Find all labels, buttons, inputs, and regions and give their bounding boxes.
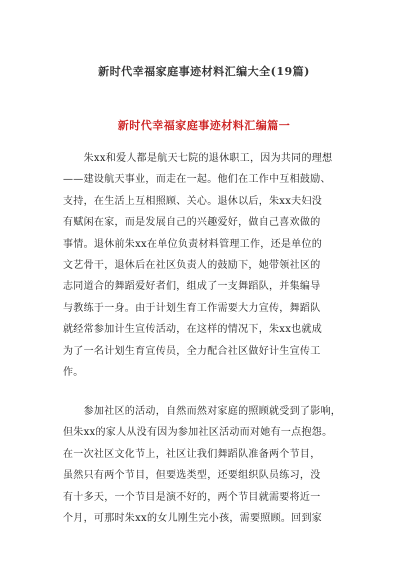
paragraph-line: ——建设航天事业，而走在一起。他们在工作中互相鼓励、	[63, 174, 331, 186]
paragraph-line: 朱xx和爱人都是航天七院的退休职工，因为共同的理想	[63, 153, 333, 164]
paragraph-line: 参加社区的活动，自然而然对家庭的照顾就受到了影响，	[63, 406, 342, 417]
paragraph-line: 事情。退休前朱xx在单位负责材料管理工作，还是单位的	[63, 238, 323, 250]
paragraph	[63, 148, 347, 383]
document-title: 新时代幸福家庭事迹材料汇编大全(19篇)	[98, 65, 310, 78]
paragraph-line: 在一次社区文化节上，社区让我们舞蹈队准备两个节目，	[63, 448, 321, 460]
paragraph-line: 虽然只有两个节目，但要选类型，还要组织队员练习，没	[63, 470, 321, 482]
paragraph-line: 就经常参加计生宣传活动，在这样的情况下，朱xx也就成	[63, 324, 323, 336]
paragraph	[63, 401, 347, 529]
paragraph-line: 有十多天，一个节目是演不好的，两个节目就需要将近一	[63, 491, 321, 503]
paragraph-line: 志同道合的舞蹈爱好者们，组成了一支舞蹈队，并集编导	[63, 281, 321, 293]
paragraph-line: 文艺骨干，退休后在社区负责人的鼓励下，她带领社区的	[63, 260, 321, 272]
paragraph-line: 支持，在生活上互相照顾、关心。退休以后，朱xx夫妇没	[63, 195, 323, 207]
section-heading: 新时代幸福家庭事迹材料汇编篇一	[117, 119, 291, 132]
paragraph-line: 与教练于一身。由于计划生育工作需要大力宣传，舞蹈队	[63, 302, 321, 314]
paragraph-line: 个月，可那时朱xx的女儿刚生完小孩，需要照顾。回到家	[63, 513, 323, 525]
paragraph-line: 为了一名计划生育宣传员，全力配合社区做好计生宣传工	[63, 345, 321, 357]
paragraph-line: 有赋闲在家，而是发展自己的兴趣爱好，做自己喜欢做的	[63, 217, 321, 229]
paragraph-line: 作。	[63, 367, 84, 379]
paragraph-line: 但朱xx的家人从没有因为参加社区活动而对她有一点抱怨。	[63, 427, 333, 439]
